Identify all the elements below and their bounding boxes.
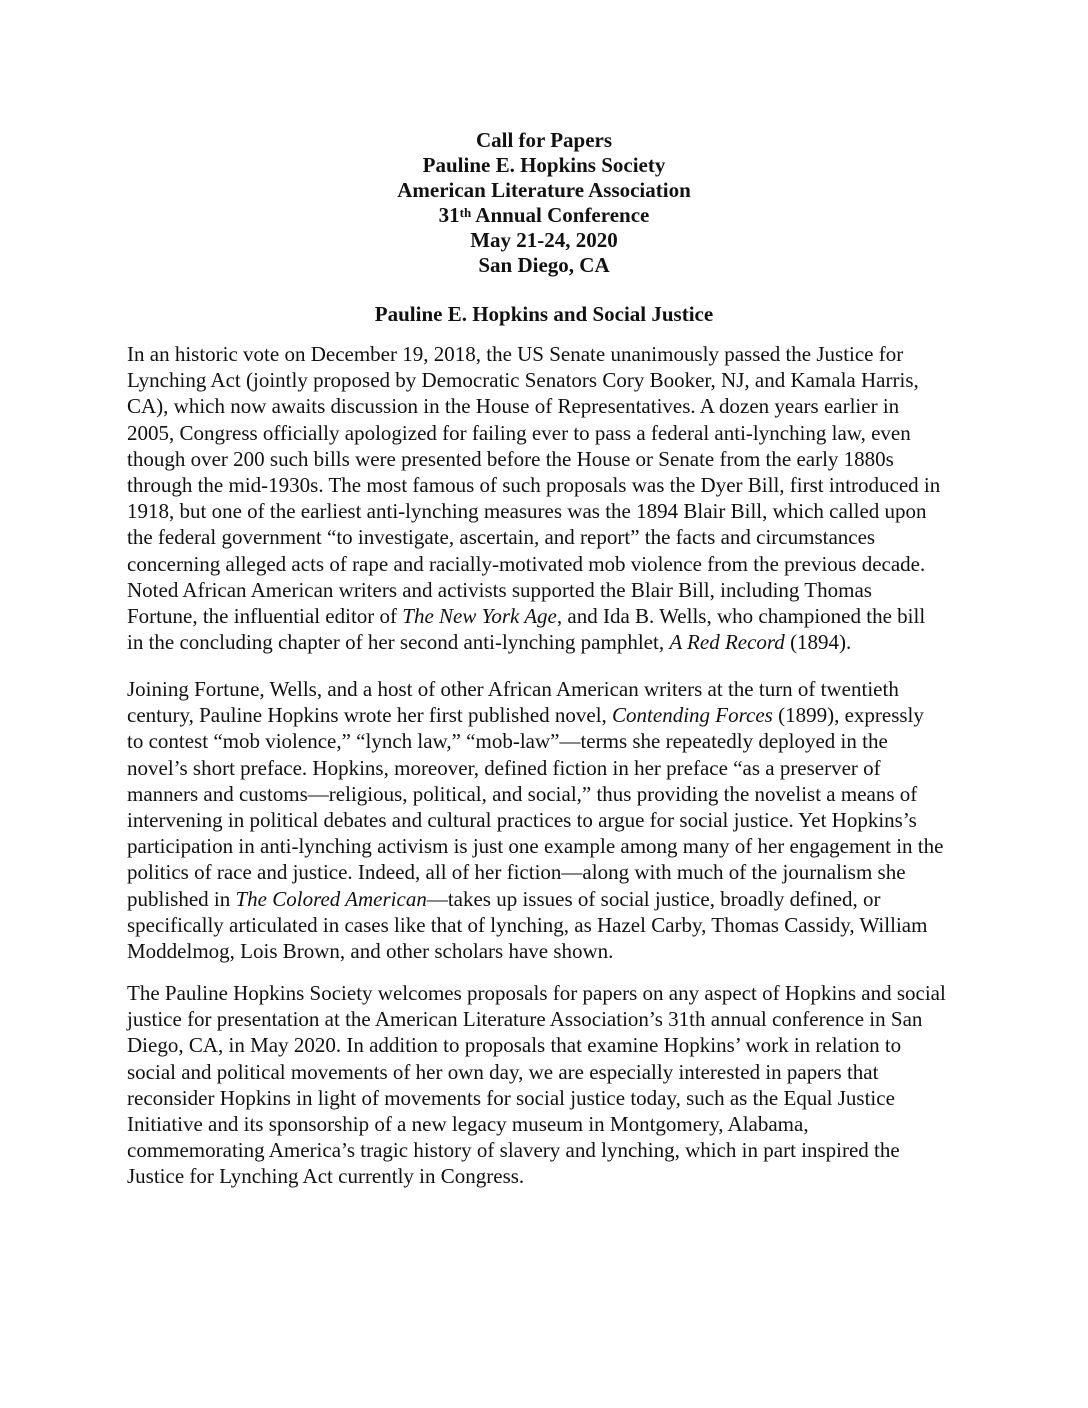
text-line: manners and customs—religious, political, and social,” thus providing the novelist a means of [127, 781, 918, 806]
italic-title: The Colored American [235, 886, 427, 911]
text-line: CA), which now awaits discussion in the House of Representatives. A dozen years earlier in [127, 394, 900, 419]
text-segment: (1894). [784, 630, 852, 655]
header-society-name: Pauline E. Hopkins Society [422, 153, 666, 177]
text-segment: (1899), expressly [772, 703, 924, 728]
text-line: Lynching Act (jointly proposed by Democratic Senators Cory Booker, NJ, and Kamala Harris, [127, 368, 919, 393]
text-segment: Fortune, the influential editor of [127, 604, 403, 629]
text-segment: , and Ida B. Wells, who championed the bill [556, 604, 926, 629]
document-subtitle: Pauline E. Hopkins and Social Justice [374, 302, 714, 326]
text-line: politics of race and justice. Indeed, all of her fiction—along with much of the journalism she [127, 860, 906, 885]
text-line [127, 886, 967, 912]
header-call-for-papers: Call for Papers [475, 128, 613, 152]
text-line: novel’s short preface. Hopkins, moreover, defined fiction in her preface “as a preserver of [127, 755, 881, 780]
header-dates: May 21-24, 2020 [470, 228, 618, 252]
text-line: participation in anti-lynching activism is just one example among many of her engagement in the [127, 834, 944, 859]
text-segment: in the concluding chapter of her second anti-lynching pamphlet, [127, 630, 670, 655]
text-line: commemorating America’s tragic history of slavery and lynching, which in part inspired the [127, 1138, 900, 1163]
paragraph-2 [127, 676, 967, 964]
text-line: Diego, CA, in May 2020. In addition to proposals that examine Hopkins’ work in relation to [127, 1033, 902, 1058]
text-line: specifically articulated in cases like that of lynching, as Hazel Carby, Thomas Cassidy, William [127, 912, 928, 937]
text-line: In an historic vote on December 19, 2018, the US Senate unanimously passed the Justice for [127, 342, 904, 366]
text-line: intervening in political debates and cultural practices to argue for social justice. Yet Hopkins’s [127, 808, 917, 833]
text-line: Initiative and its sponsorship of a new legacy museum in Montgomery, Alabama, [127, 1112, 809, 1137]
paragraph-3 [127, 980, 967, 1190]
header-conference [0, 203, 1088, 228]
text-line: 1918, but one of the earliest anti-lynching measures was the 1894 Blair Bill, which called upon [127, 499, 927, 524]
text-line [127, 629, 967, 655]
italic-title: The New York Age [402, 604, 557, 629]
text-segment: century, Pauline Hopkins wrote her first published novel, [127, 703, 613, 728]
text-line: The Pauline Hopkins Society welcomes proposals for papers on any aspect of Hopkins and social [127, 981, 946, 1005]
conference-number: 31 [438, 203, 460, 227]
text-line: Noted African American writers and activists supported the Blair Bill, including Thomas [127, 577, 872, 602]
text-segment: published in [127, 886, 236, 911]
text-line: the federal government “to investigate, ascertain, and report” the facts and circumstances [127, 525, 876, 550]
conference-suffix: th [459, 205, 472, 220]
paragraph-1 [127, 341, 967, 655]
italic-title: Contending Forces [612, 703, 773, 728]
italic-title: A Red Record [669, 630, 785, 655]
header-association-name: American Literature Association [397, 178, 691, 202]
text-line [127, 702, 967, 728]
text-line: through the mid-1930s. The most famous of such proposals was the Dyer Bill, first introduced in [127, 473, 941, 498]
text-line: concerning alleged acts of rape and racially-motivated mob violence from the previous decade. [127, 551, 926, 576]
text-line: justice for presentation at the American Literature Association’s 31th annual conference in San [127, 1007, 923, 1032]
conference-label: Annual Conference [471, 203, 650, 227]
text-line: Joining Fortune, Wells, and a host of other African American writers at the turn of twentieth [127, 677, 899, 701]
text-line: Moddelmog, Lois Brown, and other scholars have shown. [127, 939, 614, 964]
text-line: Justice for Lynching Act currently in Congress. [127, 1164, 525, 1189]
text-line: 2005, Congress officially apologized for failing ever to pass a federal anti-lynching law, even [127, 420, 911, 445]
text-line: to contest “mob violence,” “lynch law,” “mob-law”—terms she repeatedly deployed in the [127, 729, 888, 754]
text-line: reconsider Hopkins in light of movements for social justice today, such as the Equal Justice [127, 1085, 895, 1110]
header-location: San Diego, CA [478, 253, 610, 277]
text-line [127, 603, 967, 629]
document-header [0, 128, 1088, 278]
text-line: social and political movements of her own day, we are especially interested in papers that [127, 1059, 879, 1084]
text-line: though over 200 such bills were presented before the House or Senate from the early 1880s [127, 446, 894, 471]
text-segment: —takes up issues of social justice, broadly defined, or [426, 886, 881, 911]
